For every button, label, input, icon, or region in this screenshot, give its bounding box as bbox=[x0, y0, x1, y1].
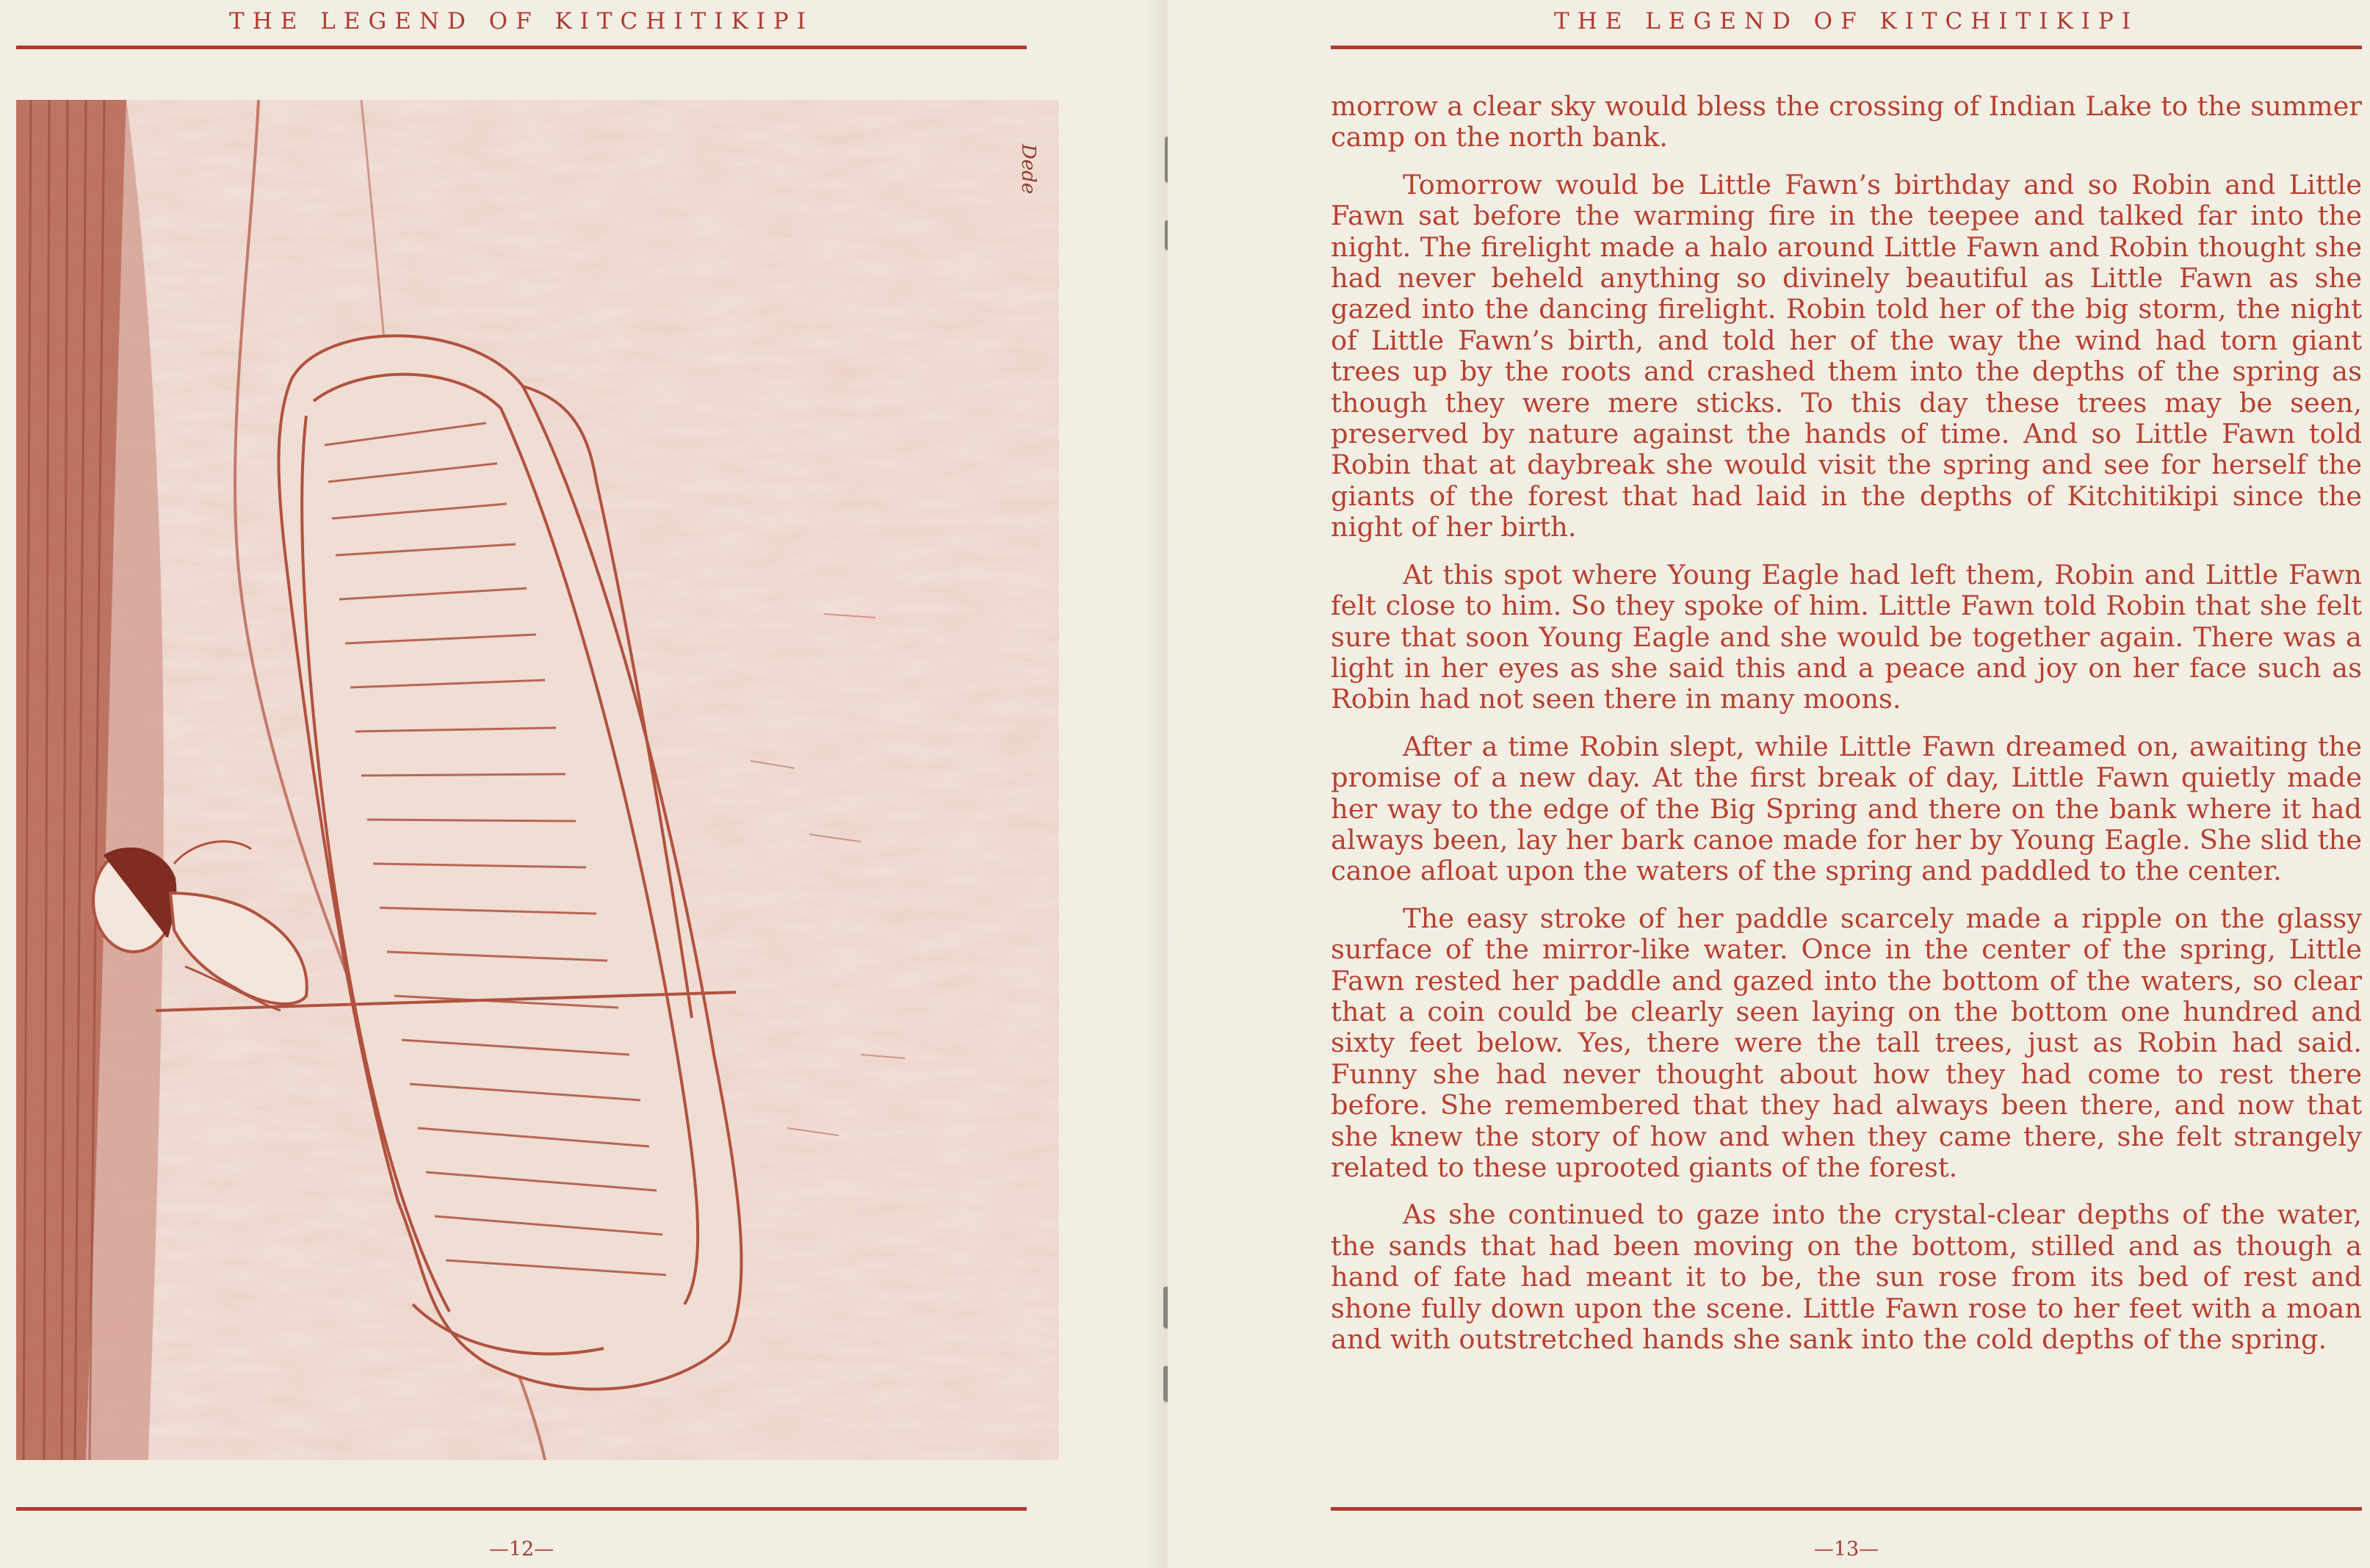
folio-right: —13— bbox=[1813, 1538, 1879, 1561]
paragraph: Tomorrow would be Little Fawn’s birthday and so Robin and Little Fawn sat before the warming fire in the teepee and talked far into the night. The firelight made a halo around Little Fawn and Robin thought she had never beheld anything so divinely beautiful as Little Fawn as she gazed into the dancing firelight. Robin told her of the big storm, the night of Little Fawn’s birth, and told her of the way the wind had torn giant trees up by the roots and crashed them into the depths of the spring as though they were mere sticks. To this day these trees may be seen, preserved by nature against the hands of time. And so Little Fawn told Robin that at daybreak she would visit the spring and see for herself the giants of the forest that had laid in the depths of Kitchitikipi since the night of her birth. bbox=[1331, 168, 2362, 543]
paragraph: At this spot where Young Eagle had left them, Robin and Little Fawn felt close to him. So they spoke of him. Little Fawn told Robin that she felt sure that soon Young Eagle and she would be together again. There was a light in her eyes as she said this and a peace and joy on her face such as Robin had not seen there in many moons. bbox=[1331, 558, 2362, 715]
header-rule-right bbox=[1331, 46, 2362, 49]
paragraph: After a time Robin slept, while Little Fawn dreamed on, awaiting the promise of a new day. At the first break of day, Little Fawn quietly made her way to the edge of the Big Spring and there on the bank where it had always been, lay her bark canoe made for her by Young Eagle. She slid the canoe afloat upon the waters of the spring and paddled to the center. bbox=[1331, 730, 2362, 887]
paragraph: morrow a clear sky would bless the crossing of Indian Lake to the summer camp on the north bank. bbox=[1331, 91, 2362, 153]
footer-rule-right bbox=[1331, 1507, 2362, 1511]
running-head-left: THE LEGEND OF KITCHITIKIPI bbox=[229, 8, 814, 35]
running-head-right: THE LEGEND OF KITCHITIKIPI bbox=[1554, 8, 2139, 35]
artist-signature: Dede bbox=[1017, 144, 1039, 195]
paragraph: The easy stroke of her paddle scarcely made a ripple on the glassy surface of the mirror-like water. Once in the center of the spring, Little Fawn rested her paddle and gazed into the bottom of the waters, so clear that a coin could be clearly seen laying on the bottom one hundred and sixty feet below. Yes, there were the tall trees, just as Robin had said. Funny she had never thought about how they had come to rest there before. She remembered that they had always been there, and now that she knew the story of how and when they came there, she felt strangely related to these uprooted giants of the forest. bbox=[1331, 902, 2362, 1183]
canoe-illustration bbox=[16, 100, 1059, 1460]
left-page bbox=[0, 0, 1168, 1568]
footer-rule-left bbox=[16, 1507, 1027, 1511]
paragraph: As she continued to gaze into the crystal-clear depths of the water, the sands that had been moving on the bottom, stilled and as though a hand of fate had meant it to be, the sun rose from its bed of rest and shone fully down upon the scene. Little Fawn rose to her feet with a moan and with outstretched hands she sank into the cold depths of the spring. bbox=[1331, 1199, 2362, 1356]
canoe-sketch bbox=[16, 100, 1059, 1460]
story-text bbox=[1331, 91, 2362, 1454]
header-rule-left bbox=[16, 46, 1027, 49]
folio-left: —12— bbox=[488, 1538, 554, 1561]
